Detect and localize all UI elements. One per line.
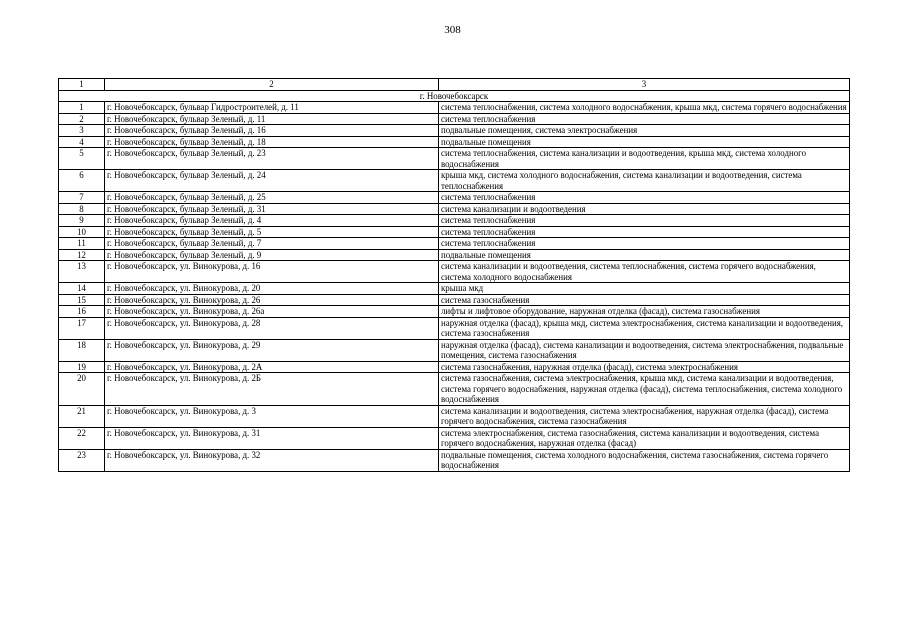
- row-systems: система газоснабжения, наружная отделка (фасад), система электроснабжения: [439, 361, 850, 373]
- row-address: г. Новочебоксарск, бульвар Зеленый, д. 4: [105, 215, 439, 227]
- row-number: 15: [59, 294, 105, 306]
- row-address: г. Новочебоксарск, бульвар Зеленый, д. 31: [105, 203, 439, 215]
- table-row: [59, 249, 850, 261]
- row-address: г. Новочебоксарск, ул. Винокурова, д. 20: [105, 283, 439, 295]
- row-address: г. Новочебоксарск, бульвар Зеленый, д. 7: [105, 238, 439, 250]
- row-number: 17: [59, 317, 105, 339]
- row-systems: крыша мкд, система холодного водоснабжения, система канализации и водоотведения, система теплоснабжения: [439, 170, 850, 192]
- table-row: [59, 449, 850, 471]
- table-row: [59, 339, 850, 361]
- row-systems: подвальные помещения, система холодного водоснабжения, система газоснабжения, система горячего водоснабжения: [439, 449, 850, 471]
- table-row: [59, 427, 850, 449]
- row-systems: наружная отделка (фасад), система канализации и водоотведения, система электроснабжения, подвальные помещения, система газоснабжения: [439, 339, 850, 361]
- row-number: 7: [59, 192, 105, 204]
- table-row: [59, 148, 850, 170]
- row-address: г. Новочебоксарск, бульвар Зеленый, д. 25: [105, 192, 439, 204]
- row-systems: система теплоснабжения: [439, 238, 850, 250]
- row-number: 21: [59, 405, 105, 427]
- row-address: г. Новочебоксарск, ул. Винокурова, д. 16: [105, 261, 439, 283]
- row-address: г. Новочебоксарск, бульвар Зеленый, д. 18: [105, 136, 439, 148]
- table-row: [59, 170, 850, 192]
- row-systems: система теплоснабжения: [439, 226, 850, 238]
- row-systems: подвальные помещения: [439, 136, 850, 148]
- row-systems: система канализации и водоотведения, система теплоснабжения, система горячего водоснабжения, система холодного водоснабжения: [439, 261, 850, 283]
- row-systems: система теплоснабжения, система холодного водоснабжения, крыша мкд, система горячего водоснабжения: [439, 102, 850, 114]
- row-systems: система теплоснабжения: [439, 192, 850, 204]
- row-systems: система теплоснабжения: [439, 215, 850, 227]
- row-address: г. Новочебоксарск, ул. Винокурова, д. 29: [105, 339, 439, 361]
- table-row: [59, 102, 850, 114]
- row-address: г. Новочебоксарск, бульвар Зеленый, д. 9: [105, 249, 439, 261]
- column-header-1: 1: [59, 79, 105, 91]
- row-systems: наружная отделка (фасад), крыша мкд, система электроснабжения, система канализации и водоотведения, система газоснабжения: [439, 317, 850, 339]
- row-number: 3: [59, 125, 105, 137]
- row-number: 20: [59, 373, 105, 406]
- row-address: г. Новочебоксарск, ул. Винокурова, д. 26а: [105, 306, 439, 318]
- row-number: 11: [59, 238, 105, 250]
- row-number: 10: [59, 226, 105, 238]
- row-number: 1: [59, 102, 105, 114]
- row-address: г. Новочебоксарск, бульвар Зеленый, д. 16: [105, 125, 439, 137]
- table-row: [59, 283, 850, 295]
- table-row: [59, 405, 850, 427]
- row-number: 19: [59, 361, 105, 373]
- row-systems: система газоснабжения: [439, 294, 850, 306]
- page-number: 308: [444, 24, 461, 36]
- row-number: 22: [59, 427, 105, 449]
- city-heading: г. Новочебоксарск: [59, 90, 850, 102]
- row-address: г. Новочебоксарск, бульвар Зеленый, д. 5: [105, 226, 439, 238]
- row-address: г. Новочебоксарск, бульвар Гидростроителей, д. 11: [105, 102, 439, 114]
- row-number: 16: [59, 306, 105, 318]
- table-row: [59, 294, 850, 306]
- row-address: г. Новочебоксарск, ул. Винокурова, д. 26: [105, 294, 439, 306]
- row-address: г. Новочебоксарск, ул. Винокурова, д. 3: [105, 405, 439, 427]
- table-row: [59, 373, 850, 406]
- row-number: 9: [59, 215, 105, 227]
- table-row: [59, 261, 850, 283]
- row-systems: система газоснабжения, система электроснабжения, крыша мкд, система канализации и водоотведения, система горячего водоснабжения, наружная отделка (фасад), система теплоснабжения, система холодного водоснабжения: [439, 373, 850, 406]
- row-systems: система теплоснабжения, система канализации и водоотведения, крыша мкд, система холодного водоснабжения: [439, 148, 850, 170]
- row-number: 23: [59, 449, 105, 471]
- row-systems: крыша мкд: [439, 283, 850, 295]
- column-header-2: 2: [105, 79, 439, 91]
- row-number: 8: [59, 203, 105, 215]
- row-address: г. Новочебоксарск, ул. Винокурова, д. 28: [105, 317, 439, 339]
- table-row: [59, 192, 850, 204]
- row-address: г. Новочебоксарск, бульвар Зеленый, д. 11: [105, 113, 439, 125]
- row-number: 6: [59, 170, 105, 192]
- row-number: 2: [59, 113, 105, 125]
- table-header-row: [59, 79, 850, 91]
- row-systems: система канализации и водоотведения, система электроснабжения, наружная отделка (фасад), система горячего водоснабжения, система газоснабжения: [439, 405, 850, 427]
- city-section-row: [59, 90, 850, 102]
- row-number: 13: [59, 261, 105, 283]
- table-row: [59, 113, 850, 125]
- table-row: [59, 306, 850, 318]
- row-systems: система теплоснабжения: [439, 113, 850, 125]
- table-row: [59, 125, 850, 137]
- row-systems: система электроснабжения, система газоснабжения, система канализации и водоотведения, система горячего водоснабжения, наружная отделка (фасад): [439, 427, 850, 449]
- row-systems: подвальные помещения, система электроснабжения: [439, 125, 850, 137]
- table-row: [59, 203, 850, 215]
- row-address: г. Новочебоксарск, бульвар Зеленый, д. 23: [105, 148, 439, 170]
- row-systems: лифты и лифтовое оборудование, наружная отделка (фасад), система газоснабжения: [439, 306, 850, 318]
- row-address: г. Новочебоксарск, ул. Винокурова, д. 2А: [105, 361, 439, 373]
- row-number: 4: [59, 136, 105, 148]
- row-number: 5: [59, 148, 105, 170]
- table-row: [59, 361, 850, 373]
- row-address: г. Новочебоксарск, ул. Винокурова, д. 32: [105, 449, 439, 471]
- table-row: [59, 136, 850, 148]
- table-row: [59, 317, 850, 339]
- row-systems: подвальные помещения: [439, 249, 850, 261]
- row-number: 12: [59, 249, 105, 261]
- row-systems: система канализации и водоотведения: [439, 203, 850, 215]
- row-address: г. Новочебоксарск, ул. Винокурова, д. 2Б: [105, 373, 439, 406]
- row-number: 18: [59, 339, 105, 361]
- row-address: г. Новочебоксарск, бульвар Зеленый, д. 24: [105, 170, 439, 192]
- row-number: 14: [59, 283, 105, 295]
- column-header-3: 3: [439, 79, 850, 91]
- table-row: [59, 226, 850, 238]
- table-row: [59, 215, 850, 227]
- row-address: г. Новочебоксарск, ул. Винокурова, д. 31: [105, 427, 439, 449]
- table-row: [59, 238, 850, 250]
- buildings-table: [58, 78, 850, 472]
